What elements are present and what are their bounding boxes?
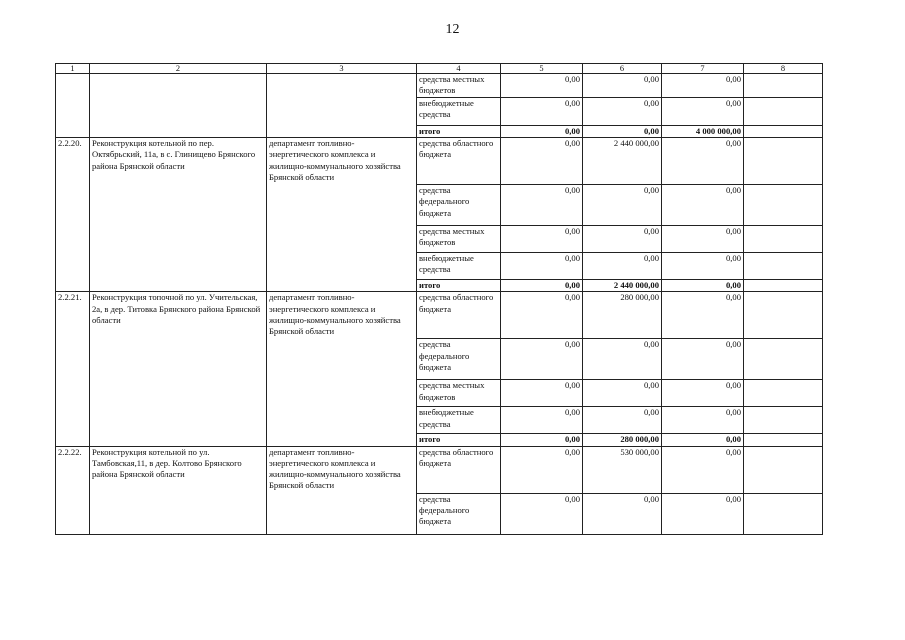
column-header: 2 bbox=[90, 64, 267, 74]
amount-col5-cell: 0,00 bbox=[501, 138, 583, 185]
amount-col6-cell: 280 000,00 bbox=[583, 434, 662, 446]
amount-col6-cell: 2 440 000,00 bbox=[583, 280, 662, 292]
amount-col6-cell: 0,00 bbox=[583, 185, 662, 226]
amount-col7-cell: 4 000 000,00 bbox=[662, 126, 744, 138]
amount-col7-cell: 0,00 bbox=[662, 446, 744, 493]
amount-col7-cell: 0,00 bbox=[662, 292, 744, 339]
page-number: 12 bbox=[445, 22, 460, 37]
amount-col6-cell: 0,00 bbox=[583, 74, 662, 98]
empty-executor-cell bbox=[267, 74, 417, 138]
empty-col8-cell bbox=[744, 446, 823, 493]
amount-col6-cell: 0,00 bbox=[583, 407, 662, 434]
funding-source-cell: внебюджетные средства bbox=[417, 407, 501, 434]
column-number-row bbox=[56, 64, 823, 74]
empty-col8-cell bbox=[744, 126, 823, 138]
budget-table bbox=[55, 63, 823, 535]
amount-col6-cell: 2 440 000,00 bbox=[583, 138, 662, 185]
table-row bbox=[56, 292, 823, 339]
column-header: 6 bbox=[583, 64, 662, 74]
amount-col7-cell: 0,00 bbox=[662, 407, 744, 434]
column-header: 3 bbox=[267, 64, 417, 74]
item-number-cell: 2.2.20. bbox=[56, 138, 90, 292]
amount-col5-cell: 0,00 bbox=[501, 185, 583, 226]
amount-col6-cell: 0,00 bbox=[583, 253, 662, 280]
funding-source-cell: внебюджетные средства bbox=[417, 98, 501, 126]
empty-col8-cell bbox=[744, 434, 823, 446]
column-header: 4 bbox=[417, 64, 501, 74]
empty-col8-cell bbox=[744, 226, 823, 253]
amount-col7-cell: 0,00 bbox=[662, 74, 744, 98]
amount-col7-cell: 0,00 bbox=[662, 98, 744, 126]
item-number-cell: 2.2.22. bbox=[56, 446, 90, 534]
item-name-cell: Реконструкция котельной по пер. Октябрьский, 11а, в с. Глинищево Брянского района Брянской области bbox=[90, 138, 267, 292]
amount-col6-cell: 0,00 bbox=[583, 493, 662, 534]
amount-col6-cell: 0,00 bbox=[583, 339, 662, 380]
amount-col5-cell: 0,00 bbox=[501, 226, 583, 253]
amount-col6-cell: 0,00 bbox=[583, 380, 662, 407]
funding-source-cell: средства местных бюджетов bbox=[417, 74, 501, 98]
item-name-cell: Реконструкция топочной по ул. Учительская, 2а, в дер. Титовка Брянского района Брянской области bbox=[90, 292, 267, 446]
amount-col7-cell: 0,00 bbox=[662, 434, 744, 446]
empty-num-cell bbox=[56, 74, 90, 138]
amount-col7-cell: 0,00 bbox=[662, 253, 744, 280]
funding-source-cell: средства федерального бюджета bbox=[417, 185, 501, 226]
funding-source-cell: средства местных бюджетов bbox=[417, 380, 501, 407]
empty-col8-cell bbox=[744, 185, 823, 226]
amount-col6-cell: 0,00 bbox=[583, 98, 662, 126]
column-header: 1 bbox=[56, 64, 90, 74]
amount-col7-cell: 0,00 bbox=[662, 280, 744, 292]
amount-col5-cell: 0,00 bbox=[501, 280, 583, 292]
table-row bbox=[56, 138, 823, 185]
amount-col5-cell: 0,00 bbox=[501, 339, 583, 380]
item-executor-cell: департамент топливно-энергетического комплекса и жилищно-коммунального хозяйства Брянской области bbox=[267, 138, 417, 292]
item-executor-cell: департамент топливно-энергетического комплекса и жилищно-коммунального хозяйства Брянской области bbox=[267, 292, 417, 446]
amount-col6-cell: 530 000,00 bbox=[583, 446, 662, 493]
funding-source-cell: внебюджетные средства bbox=[417, 253, 501, 280]
table-row bbox=[56, 74, 823, 98]
funding-source-cell: итого bbox=[417, 280, 501, 292]
empty-col8-cell bbox=[744, 253, 823, 280]
funding-source-cell: средства областного бюджета bbox=[417, 292, 501, 339]
amount-col5-cell: 0,00 bbox=[501, 380, 583, 407]
empty-col8-cell bbox=[744, 493, 823, 534]
amount-col7-cell: 0,00 bbox=[662, 138, 744, 185]
item-number-cell: 2.2.21. bbox=[56, 292, 90, 446]
column-header: 5 bbox=[501, 64, 583, 74]
amount-col6-cell: 280 000,00 bbox=[583, 292, 662, 339]
amount-col7-cell: 0,00 bbox=[662, 380, 744, 407]
funding-source-cell: итого bbox=[417, 434, 501, 446]
funding-source-cell: средства областного бюджета bbox=[417, 446, 501, 493]
amount-col7-cell: 0,00 bbox=[662, 185, 744, 226]
amount-col5-cell: 0,00 bbox=[501, 434, 583, 446]
empty-col8-cell bbox=[744, 138, 823, 185]
empty-name-cell bbox=[90, 74, 267, 138]
amount-col7-cell: 0,00 bbox=[662, 339, 744, 380]
empty-col8-cell bbox=[744, 280, 823, 292]
table-row bbox=[56, 446, 823, 493]
funding-source-cell: итого bbox=[417, 126, 501, 138]
funding-source-cell: средства федерального бюджета bbox=[417, 339, 501, 380]
empty-col8-cell bbox=[744, 292, 823, 339]
amount-col5-cell: 0,00 bbox=[501, 446, 583, 493]
amount-col7-cell: 0,00 bbox=[662, 226, 744, 253]
amount-col5-cell: 0,00 bbox=[501, 493, 583, 534]
item-executor-cell: департамент топливно-энергетического комплекса и жилищно-коммунального хозяйства Брянской области bbox=[267, 446, 417, 534]
amount-col5-cell: 0,00 bbox=[501, 98, 583, 126]
amount-col5-cell: 0,00 bbox=[501, 253, 583, 280]
amount-col5-cell: 0,00 bbox=[501, 126, 583, 138]
amount-col5-cell: 0,00 bbox=[501, 74, 583, 98]
amount-col6-cell: 0,00 bbox=[583, 126, 662, 138]
empty-col8-cell bbox=[744, 339, 823, 380]
empty-col8-cell bbox=[744, 74, 823, 98]
amount-col6-cell: 0,00 bbox=[583, 226, 662, 253]
amount-col5-cell: 0,00 bbox=[501, 407, 583, 434]
funding-source-cell: средства федерального бюджета bbox=[417, 493, 501, 534]
empty-col8-cell bbox=[744, 407, 823, 434]
column-header: 7 bbox=[662, 64, 744, 74]
item-name-cell: Реконструкция котельной по ул. Тамбовская,11, в дер. Колтово Брянского района Брянской области bbox=[90, 446, 267, 534]
amount-col5-cell: 0,00 bbox=[501, 292, 583, 339]
amount-col7-cell: 0,00 bbox=[662, 493, 744, 534]
column-header: 8 bbox=[744, 64, 823, 74]
empty-col8-cell bbox=[744, 98, 823, 126]
empty-col8-cell bbox=[744, 380, 823, 407]
funding-source-cell: средства местных бюджетов bbox=[417, 226, 501, 253]
funding-source-cell: средства областного бюджета bbox=[417, 138, 501, 185]
